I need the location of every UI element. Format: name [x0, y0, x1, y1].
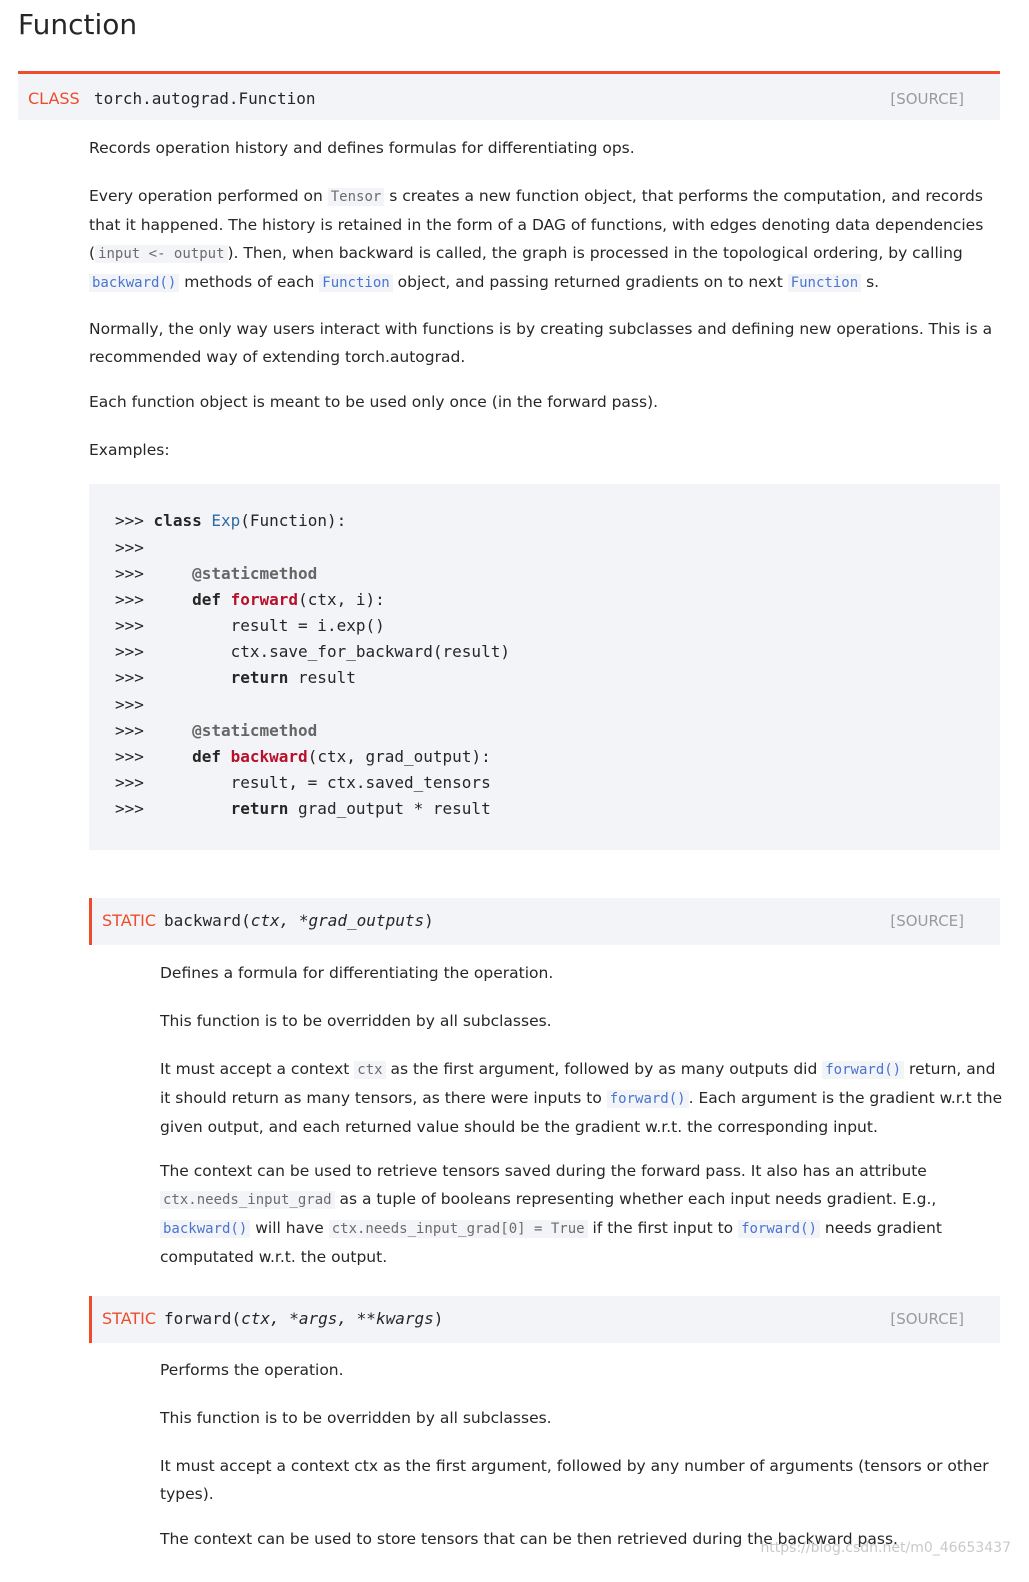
text-span: ). Then, when backward is called, the graph is processed in the topological ordering, by calling: [227, 244, 963, 262]
text-span: methods of each: [179, 273, 320, 291]
code-prompt: >>>: [115, 747, 144, 766]
forward-link[interactable]: forward(): [607, 1090, 689, 1108]
code-decorator: @staticmethod: [192, 721, 318, 740]
text-span: . Each argument is the gradient w.r.t the given output, and each returned value should be the gradient w.r.t. the corresponding input.: [160, 1089, 1003, 1136]
code-text: result, = ctx.saved_tensors: [230, 773, 491, 792]
code-text: (ctx, grad_output):: [307, 747, 491, 766]
code-keyword: def: [192, 747, 221, 766]
close-paren: ): [433, 1309, 444, 1328]
forward-source-link[interactable]: [SOURCE]: [890, 1310, 964, 1328]
code-prompt: >>>: [115, 590, 144, 609]
code-prompt: >>>: [115, 668, 144, 687]
forward-paragraph-2: This function is to be overridden by all subclasses.: [160, 1409, 552, 1427]
forward-paragraph-3: It must accept a context ctx as the first argument, followed by any number of arguments (tensors or other types).: [160, 1457, 989, 1503]
code-line: [115, 535, 144, 561]
text-span: will have: [250, 1219, 329, 1237]
method-args: ctx, *args, **kwargs: [241, 1309, 434, 1328]
code-prompt: >>>: [115, 538, 144, 557]
page-title: Function: [18, 8, 138, 41]
backward-link[interactable]: backward(): [89, 274, 179, 292]
backward-paragraph-2: This function is to be overridden by all subclasses.: [160, 1012, 552, 1030]
backward-signature: [164, 911, 434, 930]
method-args: ctx, *grad_outputs: [250, 911, 425, 930]
text-span: It must accept a context: [160, 1060, 355, 1078]
forward-link[interactable]: forward(): [822, 1061, 904, 1079]
code-prompt: >>>: [115, 721, 144, 740]
code-prompt: >>>: [115, 773, 144, 792]
static-keyword: STATIC: [102, 1309, 157, 1328]
intro-paragraph-2: [89, 182, 994, 297]
text-span: Every operation performed on: [89, 187, 328, 205]
backward-paragraph-1: Defines a formula for differentiating the operation.: [160, 964, 554, 982]
examples-label: Examples:: [89, 441, 170, 459]
code-line: [115, 587, 385, 613]
code-text: (ctx, i):: [298, 590, 385, 609]
code-text: result: [288, 668, 356, 687]
class-signature: torch.autograd.Function: [94, 89, 316, 108]
forward-paragraph-1: Performs the operation.: [160, 1361, 344, 1379]
backward-method-header: [89, 898, 1000, 945]
backward-paragraph-4: [160, 1157, 1005, 1271]
input-output-code: input <- output: [95, 245, 227, 263]
text-span: as a tuple of booleans representing whether each input needs gradient. E.g.,: [334, 1190, 937, 1208]
text-span: as the first argument, followed by as many outputs did: [385, 1060, 823, 1078]
code-line: [115, 744, 491, 770]
text-span: The context can be used to retrieve tensors saved during the forward pass. It also has an attribute: [160, 1162, 927, 1180]
code-prompt: >>>: [115, 695, 144, 714]
text-span: return, and it should return as many tensors, as there were inputs to: [160, 1060, 996, 1107]
code-line: [115, 508, 346, 534]
class-signature-header: [18, 71, 1000, 120]
code-example-block: [89, 484, 1000, 850]
class-keyword: CLASS: [28, 89, 80, 108]
intro-paragraph-4: Each function object is meant to be used only once (in the forward pass).: [89, 393, 659, 411]
backward-paragraph-3: [160, 1055, 1005, 1141]
forward-link[interactable]: forward(): [738, 1220, 820, 1238]
static-keyword: STATIC: [102, 911, 157, 930]
method-name: backward: [164, 911, 242, 930]
code-prompt: >>>: [115, 564, 144, 583]
text-span: object, and passing returned gradients on to next: [392, 273, 788, 291]
open-paren: (: [231, 1309, 242, 1328]
code-line: [115, 692, 144, 718]
method-name: forward: [164, 1309, 232, 1328]
code-function-name: forward: [230, 590, 299, 609]
forward-paragraph-4: The context can be used to store tensors that can be then retrieved during the backward pass.: [160, 1530, 898, 1548]
code-text: grad_output * result: [288, 799, 491, 818]
code-text: (Function):: [240, 511, 347, 530]
code-function-name: backward: [230, 747, 308, 766]
forward-method-header: [89, 1296, 1000, 1343]
text-span: s creates a new function object, that performs the computation, and records that it happened. The history is retained in the form of a DAG of functions, with edges denoting data dependencies (: [89, 187, 984, 262]
intro-paragraph-3: Normally, the only way users interact with functions is by creating subclasses and defining new operations. This is a recommended way of extending torch.autograd.: [89, 320, 993, 366]
code-line: [115, 561, 317, 587]
text-span: if the first input to: [587, 1219, 739, 1237]
text-span: s.: [861, 273, 880, 291]
code-prompt: >>>: [115, 616, 144, 635]
code-prompt: >>>: [115, 511, 144, 530]
needs-input-grad-code: ctx.needs_input_grad: [160, 1191, 335, 1209]
code-class-name: Exp: [211, 511, 241, 530]
class-source-link[interactable]: [SOURCE]: [890, 90, 964, 108]
code-text: result = i.exp(): [230, 616, 385, 635]
code-prompt: >>>: [115, 799, 144, 818]
open-paren: (: [241, 911, 251, 930]
code-line: [115, 665, 356, 691]
backward-source-link[interactable]: [SOURCE]: [890, 912, 964, 930]
code-keyword: def: [192, 590, 221, 609]
code-prompt: >>>: [115, 642, 144, 661]
needs-input-grad-expr-code: ctx.needs_input_grad[0] = True: [329, 1220, 588, 1238]
code-line: [115, 770, 491, 796]
function-link[interactable]: Function: [319, 274, 392, 292]
code-text: ctx.save_for_backward(result): [230, 642, 510, 661]
backward-link[interactable]: backward(): [160, 1220, 250, 1238]
code-keyword: return: [230, 799, 289, 818]
watermark: https://blog.csdn.net/m0_46653437: [760, 1540, 1011, 1556]
function-link[interactable]: Function: [788, 274, 861, 292]
code-decorator: @staticmethod: [192, 564, 318, 583]
forward-signature: [164, 1309, 443, 1328]
tensor-code: Tensor: [328, 188, 385, 206]
code-line: [115, 718, 317, 744]
code-keyword: return: [230, 668, 289, 687]
code-keyword: class: [153, 511, 202, 530]
ctx-code: ctx: [354, 1061, 385, 1079]
close-paren: ): [424, 911, 434, 930]
code-line: [115, 796, 491, 822]
code-line: [115, 639, 510, 665]
code-line: [115, 613, 385, 639]
text-span: needs gradient computated w.r.t. the output.: [160, 1219, 942, 1266]
intro-paragraph-1: Records operation history and defines formulas for differentiating ops.: [89, 139, 635, 157]
